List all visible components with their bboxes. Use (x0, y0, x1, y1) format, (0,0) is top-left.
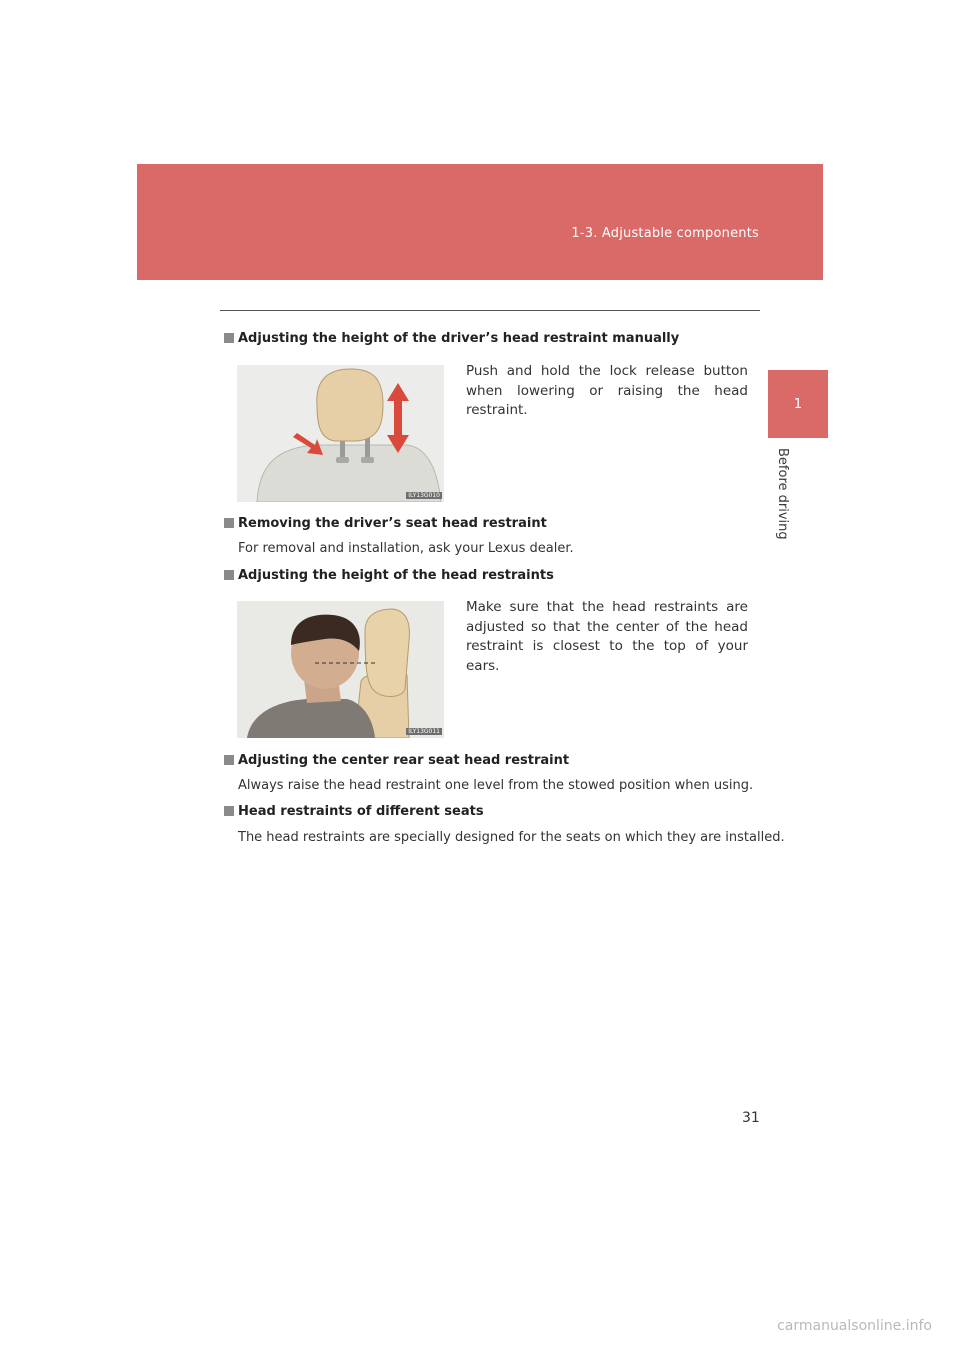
section-heading: Adjusting the height of the head restraints (224, 568, 554, 583)
chapter-tab: 1 (768, 370, 828, 438)
section-heading: Head restraints of different seats (224, 804, 484, 819)
square-bullet-icon (224, 570, 234, 580)
figure-caption: Push and hold the lock release button when lowering or raising the head restraint. (466, 363, 748, 418)
section-body: The head restraints are specially designed for the seats on which they are installed. (238, 830, 785, 845)
page-number: 31 (742, 1110, 760, 1126)
section-body: Always raise the head restraint one level from the stowed position when using. (238, 778, 754, 793)
section-title: 1-3. Adjustable components (571, 226, 759, 241)
figure-head-position (237, 601, 444, 738)
figure-caption: Make sure that the head restraints are adjusted so that the center of the head restraint is closest to the top of your ears. (466, 599, 748, 674)
square-bullet-icon (224, 806, 234, 816)
header-band (137, 164, 823, 280)
section-heading: Adjusting the height of the driver’s head restraint manually (224, 331, 679, 346)
divider-rule (220, 310, 760, 311)
square-bullet-icon (224, 755, 234, 765)
section-heading: Adjusting the center rear seat head restraint (224, 753, 569, 768)
section-body: For removal and installation, ask your Lexus dealer. (238, 541, 574, 556)
square-bullet-icon (224, 518, 234, 528)
section-heading: Removing the driver’s seat head restraint (224, 516, 547, 531)
square-bullet-icon (224, 333, 234, 343)
figure-code: ILY13G010 (408, 492, 440, 499)
watermark: carmanualsonline.info (777, 1318, 932, 1334)
chapter-label: Before driving (775, 448, 790, 540)
figure-head-restraint-adjust (237, 365, 444, 502)
figure-code: ILY13G011 (408, 728, 440, 735)
